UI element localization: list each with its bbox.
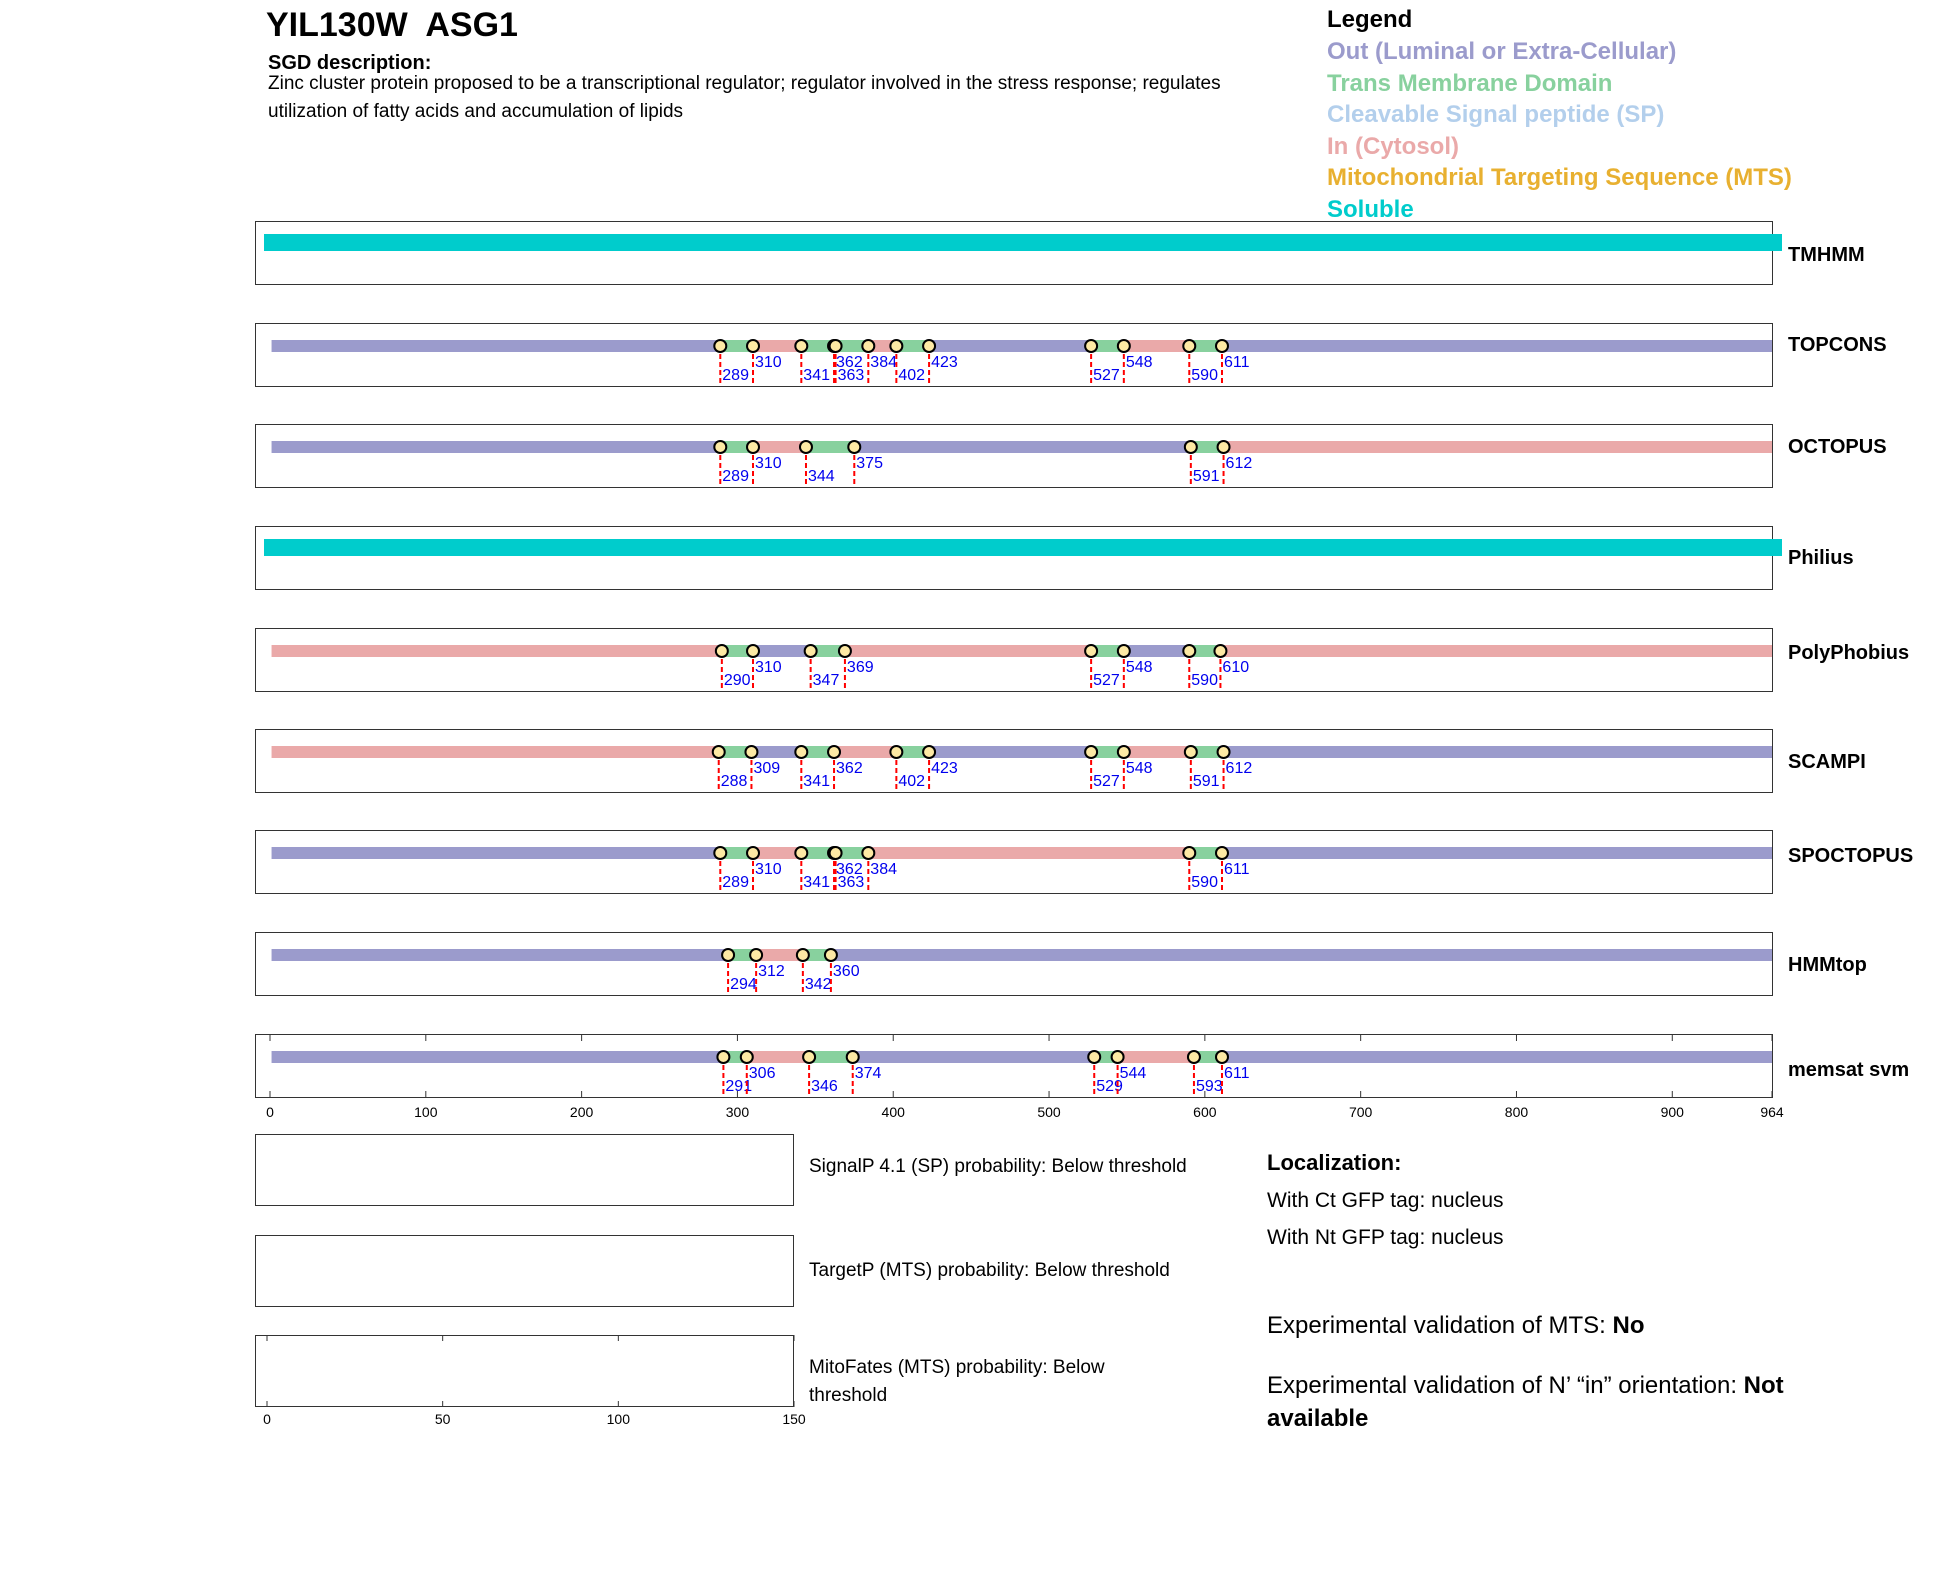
in-segment-octopus	[1224, 441, 1772, 453]
boundary-label-octopus: 289	[722, 468, 749, 485]
experimental-mts-label: Experimental validation of MTS:	[1267, 1312, 1613, 1339]
boundary-marker-octopus	[1218, 441, 1230, 453]
boundary-label-scampi: 309	[753, 760, 781, 777]
in-segment-topcons	[1124, 340, 1189, 352]
legend-item-out: Out (Luminal or Extra-Cellular)	[1327, 38, 1677, 65]
mitofates-text: MitoFates (MTS) probability: Below threshold	[809, 1357, 1105, 1406]
boundary-label-scampi: 362	[836, 760, 863, 777]
boundary-label-scampi: 612	[1225, 760, 1253, 777]
boundary-label-polyphobius: 310	[755, 659, 782, 676]
boundary-label-octopus: 344	[807, 468, 835, 485]
track-name-scampi: SCAMPI	[1788, 751, 1866, 773]
boundary-marker-topcons	[862, 340, 874, 352]
track-name-polyphobius: PolyPhobius	[1788, 642, 1910, 664]
track-name-tmhmm: TMHMM	[1788, 244, 1865, 266]
legend-item-mts: Mitochondrial Targeting Sequence (MTS)	[1327, 164, 1792, 191]
in-segment-scampi	[834, 746, 896, 758]
boundary-label-hmmtop: 360	[832, 963, 860, 980]
boundary-marker-spoctopus	[1183, 847, 1195, 859]
boundary-marker-topcons	[1118, 340, 1130, 352]
boundary-marker-polyphobius	[839, 645, 851, 657]
boundary-label-memsat-svm: 346	[811, 1078, 838, 1095]
legend-item-in: In (Cytosol)	[1327, 132, 1459, 160]
legend-item-tm: Trans Membrane Domain	[1327, 69, 1613, 97]
in-segment-memsat-svm	[1118, 1051, 1194, 1063]
legend-item-sp: Cleavable Signal peptide (SP)	[1327, 101, 1665, 128]
tm-segment-octopus	[806, 441, 854, 453]
boundary-label-octopus: 375	[856, 455, 883, 472]
track-name-hmmtop: HMMtop	[1788, 954, 1867, 976]
boundary-label-scampi: 548	[1125, 760, 1153, 777]
signalp-text: SignalP 4.1 (SP) probability: Below threshold	[809, 1156, 1187, 1177]
boundary-label-scampi: 591	[1192, 773, 1220, 790]
boundary-marker-topcons	[1085, 340, 1097, 352]
axis-tick-label: 100	[414, 1104, 438, 1120]
boundary-marker-topcons	[1216, 340, 1228, 352]
boundary-marker-scampi	[890, 746, 902, 758]
out-segment-polyphobius	[1124, 645, 1189, 657]
boundary-marker-octopus	[1185, 441, 1197, 453]
boundary-marker-topcons	[747, 340, 759, 352]
out-segment-topcons	[929, 340, 1091, 352]
prob-axis-tick-label: 50	[434, 1411, 451, 1427]
axis-tick-label: 800	[1504, 1104, 1529, 1120]
gene-title: YIL130W ASG1	[266, 6, 518, 44]
boundary-label-spoctopus: 611	[1223, 861, 1250, 878]
boundary-marker-polyphobius	[1183, 645, 1195, 657]
boundary-label-topcons: 402	[898, 367, 926, 384]
boundary-marker-spoctopus	[862, 847, 874, 859]
boundary-label-memsat-svm: 374	[854, 1065, 882, 1082]
out-segment-hmmtop	[272, 949, 729, 961]
boundary-label-memsat-svm: 291	[725, 1078, 753, 1095]
out-segment-memsat-svm	[1222, 1051, 1772, 1063]
boundary-marker-octopus	[848, 441, 860, 453]
boundary-label-polyphobius: 527	[1093, 672, 1120, 689]
axis-tick-label: 700	[1348, 1104, 1373, 1120]
axis-tick-label: 900	[1660, 1104, 1684, 1120]
boundary-label-topcons: 384	[870, 354, 898, 371]
in-segment-hmmtop	[756, 949, 803, 961]
soluble-bar-tmhmm	[264, 234, 1782, 251]
in-segment-scampi	[1124, 746, 1191, 758]
boundary-marker-memsat-svm	[1188, 1051, 1200, 1063]
boundary-marker-hmmtop	[825, 949, 837, 961]
in-segment-polyphobius	[845, 645, 1091, 657]
boundary-label-spoctopus: 341	[803, 874, 831, 891]
boundary-label-spoctopus: 362	[836, 861, 863, 878]
boundary-marker-scampi	[795, 746, 807, 758]
out-segment-spoctopus	[1222, 847, 1772, 859]
boundary-marker-topcons	[714, 340, 726, 352]
experimental-orientation-value: Not available	[1267, 1372, 1784, 1432]
boundary-label-spoctopus: 289	[722, 874, 749, 891]
out-segment-memsat-svm	[853, 1051, 1095, 1063]
in-segment-octopus	[753, 441, 806, 453]
axis-tick-label: 600	[1193, 1104, 1217, 1120]
experimental-mts-value: No	[1612, 1312, 1645, 1339]
boundary-marker-scampi	[1185, 746, 1197, 758]
track-name-topcons: TOPCONS	[1788, 334, 1887, 356]
axis-tick-label: 0	[266, 1104, 274, 1120]
sgd-description-text: Zinc cluster protein proposed to be a transcriptional regulator; regulator involved in the stress response; regulates utilization of fatty acids and accumulation of lipids	[268, 73, 1221, 122]
legend-title: Legend	[1327, 6, 1413, 33]
boundary-marker-scampi	[1085, 746, 1097, 758]
boundary-marker-polyphobius	[1118, 645, 1130, 657]
out-segment-topcons	[272, 340, 721, 352]
boundary-marker-topcons	[923, 340, 935, 352]
boundary-label-polyphobius: 369	[846, 659, 874, 676]
mitofates-box	[255, 1335, 794, 1407]
boundary-marker-scampi	[828, 746, 840, 758]
boundary-marker-hmmtop	[722, 949, 734, 961]
boundary-marker-memsat-svm	[847, 1051, 859, 1063]
boundary-label-scampi: 402	[898, 773, 926, 790]
axis-tick-label: 400	[881, 1104, 905, 1120]
boundary-label-topcons: 548	[1125, 354, 1153, 371]
out-segment-polyphobius	[753, 645, 811, 657]
soluble-bar-philius	[264, 539, 1782, 556]
boundary-marker-scampi	[923, 746, 935, 758]
experimental-orientation-label: Experimental validation of N’ “in” orientation:	[1267, 1372, 1744, 1399]
boundary-label-polyphobius: 610	[1222, 659, 1250, 676]
track-name-philius: Philius	[1788, 547, 1854, 569]
boundary-label-hmmtop: 312	[758, 963, 785, 980]
legend-item-soluble: Soluble	[1327, 195, 1414, 223]
axis-tick-label: 300	[725, 1104, 750, 1120]
boundary-label-topcons: 611	[1223, 354, 1250, 371]
boundary-label-spoctopus: 363	[837, 874, 865, 891]
out-segment-scampi	[1224, 746, 1772, 758]
experimental-orientation	[1267, 1369, 1867, 1435]
targetp-text: TargetP (MTS) probability: Below threshold	[809, 1260, 1170, 1281]
localization-nt: With Nt GFP tag: nucleus	[1267, 1226, 1504, 1249]
in-segment-spoctopus	[753, 847, 801, 859]
boundary-label-hmmtop: 342	[804, 976, 832, 993]
boundary-marker-octopus	[800, 441, 812, 453]
boundary-marker-topcons	[830, 340, 842, 352]
boundary-marker-scampi	[713, 746, 725, 758]
track-name-memsat: memsat svm	[1788, 1059, 1910, 1081]
boundary-label-polyphobius: 347	[812, 672, 840, 689]
out-segment-scampi	[751, 746, 801, 758]
boundary-label-topcons: 341	[803, 367, 831, 384]
in-segment-polyphobius	[272, 645, 722, 657]
track-name-octopus: OCTOPUS	[1788, 436, 1887, 458]
boundary-marker-memsat-svm	[803, 1051, 815, 1063]
sgd-description-label: SGD description:	[268, 52, 432, 74]
boundary-marker-spoctopus	[1216, 847, 1228, 859]
boundary-marker-hmmtop	[797, 949, 809, 961]
axis-tick-label: 964	[1760, 1104, 1784, 1120]
boundary-label-memsat-svm: 529	[1096, 1078, 1123, 1095]
in-segment-topcons	[753, 340, 801, 352]
boundary-marker-topcons	[795, 340, 807, 352]
boundary-marker-spoctopus	[747, 847, 759, 859]
boundary-label-topcons: 289	[722, 367, 749, 384]
axis-tick-label: 200	[569, 1104, 594, 1120]
in-segment-scampi	[272, 746, 719, 758]
boundary-label-octopus: 310	[755, 455, 782, 472]
in-segment-memsat-svm	[747, 1051, 809, 1063]
localization-heading: Localization:	[1267, 1150, 1402, 1175]
experimental-mts	[1267, 1309, 1867, 1342]
boundary-label-octopus: 591	[1192, 468, 1220, 485]
boundary-label-topcons: 362	[836, 354, 863, 371]
boundary-label-memsat-svm: 544	[1119, 1065, 1147, 1082]
axis-tick-label: 500	[1037, 1104, 1061, 1120]
out-segment-spoctopus	[272, 847, 721, 859]
boundary-marker-memsat-svm	[1216, 1051, 1228, 1063]
in-segment-polyphobius	[1220, 645, 1772, 657]
boundary-marker-memsat-svm	[717, 1051, 729, 1063]
boundary-label-hmmtop: 294	[730, 976, 757, 993]
boundary-marker-topcons	[890, 340, 902, 352]
targetp-box	[255, 1235, 794, 1307]
out-segment-hmmtop	[831, 949, 1772, 961]
track-name-spoctopus: SPOCTOPUS	[1788, 845, 1914, 867]
boundary-marker-octopus	[714, 441, 726, 453]
boundary-label-polyphobius: 590	[1191, 672, 1218, 689]
localization-ct: With Ct GFP tag: nucleus	[1267, 1189, 1504, 1212]
boundary-marker-spoctopus	[830, 847, 842, 859]
boundary-marker-polyphobius	[1214, 645, 1226, 657]
boundary-marker-memsat-svm	[1088, 1051, 1100, 1063]
prob-axis-tick-label: 0	[263, 1411, 271, 1427]
boundary-marker-polyphobius	[805, 645, 817, 657]
boundary-marker-polyphobius	[747, 645, 759, 657]
boundary-label-topcons: 527	[1093, 367, 1120, 384]
boundary-marker-spoctopus	[795, 847, 807, 859]
boundary-marker-hmmtop	[750, 949, 762, 961]
out-segment-topcons	[1222, 340, 1772, 352]
boundary-marker-memsat-svm	[1112, 1051, 1124, 1063]
boundary-marker-memsat-svm	[741, 1051, 753, 1063]
out-segment-octopus	[854, 441, 1191, 453]
boundary-label-spoctopus: 384	[870, 861, 898, 878]
boundary-label-topcons: 590	[1191, 367, 1218, 384]
boundary-label-memsat-svm: 611	[1223, 1065, 1250, 1082]
boundary-label-polyphobius: 290	[723, 672, 751, 689]
boundary-label-topcons: 423	[931, 354, 958, 371]
boundary-label-scampi: 527	[1093, 773, 1120, 790]
in-segment-spoctopus	[868, 847, 1189, 859]
boundary-label-scampi: 341	[803, 773, 831, 790]
boundary-label-spoctopus: 310	[755, 861, 782, 878]
out-segment-memsat-svm	[272, 1051, 724, 1063]
prob-axis-tick-label: 100	[606, 1411, 631, 1427]
boundary-marker-scampi	[745, 746, 757, 758]
signalp-box	[255, 1134, 794, 1206]
boundary-marker-scampi	[1218, 746, 1230, 758]
prob-axis-tick-label: 150	[782, 1411, 806, 1427]
boundary-marker-spoctopus	[714, 847, 726, 859]
boundary-label-spoctopus: 590	[1191, 874, 1218, 891]
boundary-label-octopus: 612	[1225, 455, 1253, 472]
boundary-marker-octopus	[747, 441, 759, 453]
out-segment-scampi	[929, 746, 1091, 758]
out-segment-octopus	[272, 441, 721, 453]
boundary-marker-polyphobius	[1085, 645, 1097, 657]
boundary-marker-topcons	[1183, 340, 1195, 352]
boundary-label-scampi: 423	[931, 760, 958, 777]
boundary-label-scampi: 288	[720, 773, 748, 790]
boundary-marker-polyphobius	[716, 645, 728, 657]
boundary-label-memsat-svm: 306	[748, 1065, 776, 1082]
boundary-label-memsat-svm: 593	[1195, 1078, 1223, 1095]
boundary-marker-scampi	[1118, 746, 1130, 758]
boundary-label-topcons: 363	[837, 367, 865, 384]
boundary-label-polyphobius: 548	[1125, 659, 1153, 676]
boundary-label-topcons: 310	[755, 354, 782, 371]
